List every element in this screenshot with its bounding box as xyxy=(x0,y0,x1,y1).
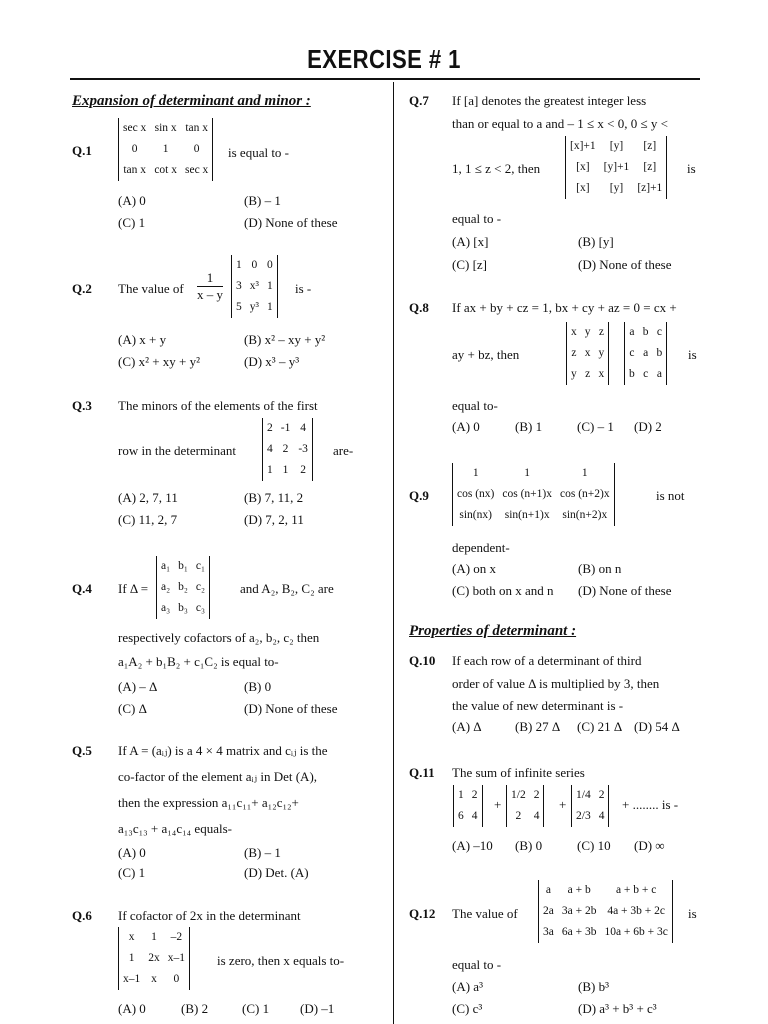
cell: 1 xyxy=(282,464,289,476)
cell: 3 xyxy=(236,280,242,292)
determinant xyxy=(453,785,483,827)
cell: 1 xyxy=(524,467,531,479)
determinant xyxy=(452,463,615,526)
cell: 4 xyxy=(533,810,540,822)
option-c[interactable]: (C) – 1 xyxy=(577,419,614,434)
question-text: If Δ = xyxy=(118,581,149,596)
cell: 0 xyxy=(266,259,273,271)
fraction-numerator: 1 xyxy=(197,270,223,287)
cell: sin x xyxy=(154,122,177,134)
question-text: equal to - xyxy=(452,957,502,972)
cell: 2/3 xyxy=(576,810,591,822)
determinant xyxy=(566,322,609,385)
question-number: Q.4 xyxy=(72,581,92,596)
determinant xyxy=(538,880,673,943)
question-text: is xyxy=(688,906,697,921)
question-number: Q.12 xyxy=(409,906,436,921)
option-d[interactable]: (D) ∞ xyxy=(634,838,665,853)
question-text: than or equal to a and – 1 ≤ x < 0, 0 ≤ y < xyxy=(452,116,668,131)
cell: z xyxy=(585,368,591,380)
question-text: are- xyxy=(333,443,354,458)
determinant xyxy=(565,136,667,199)
question-text: a₁A₂ + b₁B₂ + c₁C₂ is equal to- xyxy=(118,654,279,669)
option-c[interactable]: (C) x² + xy + y² xyxy=(118,354,201,369)
question-text: and A₂, B₂, C₂ are xyxy=(240,581,334,596)
cell: b xyxy=(642,326,649,338)
question-text: + ........ is - xyxy=(622,797,679,812)
cell: 2 xyxy=(515,810,522,822)
title-rule xyxy=(70,78,700,80)
cell: 2 xyxy=(282,443,289,455)
cell: 2a xyxy=(543,905,554,917)
cell: 1/2 xyxy=(511,789,526,801)
cell: 2 xyxy=(533,789,540,801)
determinant xyxy=(262,418,313,481)
option-a[interactable]: (A) x + y xyxy=(118,332,167,347)
option-a[interactable]: (A) Δ xyxy=(452,719,482,734)
option-c[interactable]: (C) c³ xyxy=(452,1001,483,1016)
option-a[interactable]: (A) 2, 7, 11 xyxy=(118,490,178,505)
cell: 6 xyxy=(458,810,464,822)
cell: 2 xyxy=(300,464,307,476)
question-text: then the expression a₁₁c₁₁+ a₁₂c₁₂+ xyxy=(118,795,299,810)
cell: 10a + 6b + 3c xyxy=(604,926,668,938)
question-text: dependent- xyxy=(452,540,510,555)
question-text: The minors of the elements of the first xyxy=(118,398,318,413)
cell: x–1 xyxy=(123,973,141,985)
cell: x xyxy=(571,326,577,338)
cell: a xyxy=(656,368,662,380)
determinant-grid xyxy=(453,463,614,526)
question-text: is xyxy=(688,347,697,362)
cell: 1 xyxy=(151,931,157,943)
question-number: Q.3 xyxy=(72,398,92,413)
option-b[interactable]: (B) – 1 xyxy=(244,845,281,860)
question-text: is xyxy=(687,161,696,176)
cell: a xyxy=(629,326,635,338)
cell: y xyxy=(584,326,591,338)
cell: x xyxy=(584,347,591,359)
question-number: Q.7 xyxy=(409,93,429,108)
question-number: Q.5 xyxy=(72,743,92,758)
cell: x³ xyxy=(249,280,259,292)
cell: [x] xyxy=(576,161,590,173)
option-c[interactable]: (C) 10 xyxy=(577,838,611,853)
cell: 6a + 3b xyxy=(561,926,597,938)
option-b[interactable]: (B) 7, 11, 2 xyxy=(244,490,304,505)
cell: x xyxy=(598,368,605,380)
cell: [x]+1 xyxy=(570,140,596,152)
cell: x xyxy=(128,931,135,943)
option-a[interactable]: (A) –10 xyxy=(452,838,493,853)
option-d[interactable]: (D) Det. (A) xyxy=(244,865,309,880)
cell: a + b + c xyxy=(615,884,657,896)
question-text: 1, 1 ≤ z < 2, then xyxy=(452,161,541,176)
option-a[interactable]: (A) [x] xyxy=(452,234,489,249)
question-text: If each row of a determinant of third xyxy=(452,653,642,668)
question-text: If A = (aᵢⱼ) is a 4 × 4 matrix and cᵢⱼ is the xyxy=(118,743,328,758)
cell: [y] xyxy=(609,182,624,194)
question-text: equal to- xyxy=(452,398,498,413)
cell: z xyxy=(598,326,604,338)
option-b[interactable]: (B) on n xyxy=(578,561,622,576)
cell: –2 xyxy=(170,931,183,943)
option-d[interactable]: (D) None of these xyxy=(578,583,672,598)
determinant xyxy=(118,118,213,181)
option-d[interactable]: (D) x³ – y³ xyxy=(244,354,300,369)
question-text: The value of xyxy=(452,906,518,921)
question-text: equal to - xyxy=(452,211,502,226)
question-text: is equal to - xyxy=(228,145,290,160)
cell: 4 xyxy=(267,443,273,455)
cell: c xyxy=(643,368,649,380)
determinant-grid xyxy=(572,785,608,827)
fraction-denominator: x – y xyxy=(197,287,223,302)
cell: 4 xyxy=(598,810,605,822)
cell: [y]+1 xyxy=(603,161,630,173)
column-divider xyxy=(393,82,394,1024)
cell: [z] xyxy=(643,161,657,173)
question-text: co-factor of the element aᵢⱼ in Det (A), xyxy=(118,769,318,784)
question-number: Q.2 xyxy=(72,281,92,296)
determinant xyxy=(231,255,278,318)
option-c[interactable]: (C) 11, 2, 7 xyxy=(118,512,178,527)
option-c[interactable]: (C) 21 Δ xyxy=(577,719,623,734)
cell: c₁ xyxy=(195,560,206,572)
option-c[interactable]: (C) 1 xyxy=(118,215,146,230)
question-number: Q.11 xyxy=(409,765,435,780)
cell: 1 xyxy=(266,280,273,292)
option-a[interactable]: (A) – Δ xyxy=(118,679,158,694)
question-number: Q.9 xyxy=(409,488,429,503)
option-b[interactable]: (B) – 1 xyxy=(244,193,281,208)
cell: tan x xyxy=(185,122,208,134)
question-text: ay + bz, then xyxy=(452,347,520,362)
cell: [x] xyxy=(576,182,590,194)
page-title: EXERCISE # 1 xyxy=(307,44,461,74)
cell: sin(n+2)x xyxy=(562,509,608,521)
cell: b₁ xyxy=(178,560,188,572)
option-a[interactable]: (A) 0 xyxy=(118,845,146,860)
question-text: If ax + by + cz = 1, bx + cy + az = 0 = cx + xyxy=(452,300,677,315)
option-d[interactable]: (D) 7, 2, 11 xyxy=(244,512,304,527)
option-d[interactable]: (D) None of these xyxy=(244,701,338,716)
question-text: is not xyxy=(656,488,685,503)
determinant-grid xyxy=(567,322,608,385)
option-c[interactable]: (C) both on x and n xyxy=(452,583,554,598)
determinant-grid xyxy=(539,880,672,943)
question-text: the value of new determinant is - xyxy=(452,698,624,713)
question-text: The value of xyxy=(118,281,184,296)
determinant-grid xyxy=(157,556,209,619)
option-a[interactable]: (A) 0 xyxy=(118,1001,146,1016)
question-number: Q.8 xyxy=(409,300,429,315)
determinant xyxy=(118,927,190,990)
cell: 2 xyxy=(471,789,478,801)
option-d[interactable]: (D) None of these xyxy=(244,215,338,230)
determinant xyxy=(571,785,609,827)
question-text: The sum of infinite series xyxy=(452,765,585,780)
plus-sign: + xyxy=(559,797,567,812)
determinant-grid xyxy=(263,418,312,481)
option-c[interactable]: (C) Δ xyxy=(118,701,147,716)
cell: a₁ xyxy=(161,560,171,572)
cell: b₃ xyxy=(178,602,188,614)
cell: 5 xyxy=(236,301,242,313)
cell: sec x xyxy=(185,164,209,176)
option-d[interactable]: (D) 54 Δ xyxy=(634,719,680,734)
option-b[interactable]: (B) 0 xyxy=(515,838,543,853)
determinant-grid xyxy=(566,136,666,199)
determinant-grid xyxy=(119,118,212,181)
cell: 1 xyxy=(472,467,479,479)
cell: sec x xyxy=(123,122,147,134)
cell: cos (n+2)x xyxy=(559,488,610,500)
question-text: If [a] denotes the greatest integer less xyxy=(452,93,647,108)
cell: 1 xyxy=(162,143,169,155)
cell: 2 xyxy=(598,789,605,801)
section-heading-properties: Properties of determinant : xyxy=(409,623,577,639)
cell: 4 xyxy=(300,422,307,434)
question-number: Q.1 xyxy=(72,143,92,158)
cell: 0 xyxy=(193,143,200,155)
cell: 1 xyxy=(236,259,242,271)
cell: y xyxy=(571,368,577,380)
option-d[interactable]: (D) a³ + b³ + c³ xyxy=(578,1001,657,1016)
cell: c₃ xyxy=(195,602,206,614)
cell: 1 xyxy=(581,467,588,479)
option-d[interactable]: (D) –1 xyxy=(300,1001,335,1016)
cell: z xyxy=(571,347,577,359)
option-c[interactable]: (C) [z] xyxy=(452,257,488,272)
cell: b xyxy=(629,368,635,380)
cell: c xyxy=(629,347,635,359)
question-text: respectively cofactors of a₂, b₂, c₂ then xyxy=(118,630,320,645)
question-text: a₁₃c₁₃ + a₁₄c₁₄ equals- xyxy=(118,821,232,836)
option-a[interactable]: (A) a³ xyxy=(452,979,483,994)
cell: y xyxy=(598,347,605,359)
question-text: order of value Δ is multiplied by 3, then xyxy=(452,676,660,691)
cell: -1 xyxy=(280,422,291,434)
option-b[interactable]: (B) b³ xyxy=(578,979,609,994)
cell: x–1 xyxy=(167,952,185,964)
question-number: Q.6 xyxy=(72,908,92,923)
cell: 4a + 3b + 2c xyxy=(607,905,666,917)
cell: a₃ xyxy=(161,602,171,614)
cell: sin(n+1)x xyxy=(504,509,550,521)
cell: sin(nx) xyxy=(459,509,492,521)
cell: x xyxy=(151,973,157,985)
cell: 1 xyxy=(267,464,273,476)
cell: a + b xyxy=(567,884,591,896)
option-b[interactable]: (B) 27 Δ xyxy=(515,719,561,734)
option-b[interactable]: (B) [y] xyxy=(578,234,614,249)
cell: [z]+1 xyxy=(637,182,663,194)
cell: 0 xyxy=(131,143,138,155)
determinant-grid xyxy=(232,255,277,318)
cell: cos (nx) xyxy=(457,488,495,500)
section-heading-expansion: Expansion of determinant and minor : xyxy=(72,93,311,109)
option-a[interactable]: (A) 0 xyxy=(452,419,480,434)
option-a[interactable]: (A) on x xyxy=(452,561,497,576)
determinant-grid xyxy=(625,322,666,385)
option-b[interactable]: (B) x² – xy + y² xyxy=(244,332,326,347)
option-d[interactable]: (D) None of these xyxy=(578,257,672,272)
cell: 3a xyxy=(543,926,554,938)
question-text: is - xyxy=(295,281,312,296)
question-text: If cofactor of 2x in the determinant xyxy=(118,908,301,923)
cell: cos (n+1)x xyxy=(502,488,552,500)
cell: y³ xyxy=(249,301,259,313)
option-b[interactable]: (B) 2 xyxy=(181,1001,209,1016)
cell: 1 xyxy=(458,789,464,801)
cell: [y] xyxy=(609,140,624,152)
cell: a xyxy=(643,347,649,359)
cell: b₂ xyxy=(178,581,188,593)
option-c[interactable]: (C) 1 xyxy=(242,1001,270,1016)
cell: b xyxy=(656,347,663,359)
fraction xyxy=(197,270,223,303)
cell: a₂ xyxy=(161,581,171,593)
option-b[interactable]: (B) 1 xyxy=(515,419,543,434)
determinant-grid xyxy=(119,927,189,990)
cell: 1 xyxy=(128,952,135,964)
cell: [z] xyxy=(643,140,657,152)
cell: 1/4 xyxy=(576,789,591,801)
option-a[interactable]: (A) 0 xyxy=(118,193,146,208)
cell: c xyxy=(656,326,662,338)
option-b[interactable]: (B) 0 xyxy=(244,679,272,694)
cell: c₂ xyxy=(195,581,206,593)
question-text: is zero, then x equals to- xyxy=(217,953,345,968)
determinant-grid xyxy=(454,785,482,827)
cell: 3a + 2b xyxy=(561,905,597,917)
cell: 1 xyxy=(266,301,273,313)
determinant xyxy=(506,785,544,827)
option-d[interactable]: (D) 2 xyxy=(634,419,662,434)
cell: 4 xyxy=(471,810,478,822)
option-c[interactable]: (C) 1 xyxy=(118,865,146,880)
determinant xyxy=(156,556,210,619)
determinant-grid xyxy=(507,785,543,827)
plus-sign: + xyxy=(494,797,502,812)
cell: 0 xyxy=(251,259,258,271)
cell: -3 xyxy=(298,443,308,455)
cell: 2x xyxy=(148,952,160,964)
cell: a xyxy=(545,884,551,896)
cell: cot x xyxy=(154,164,177,176)
question-text: row in the determinant xyxy=(118,443,237,458)
cell: 2 xyxy=(267,422,273,434)
cell: 0 xyxy=(173,973,180,985)
cell: tan x xyxy=(123,164,146,176)
question-number: Q.10 xyxy=(409,653,436,668)
determinant xyxy=(624,322,667,385)
